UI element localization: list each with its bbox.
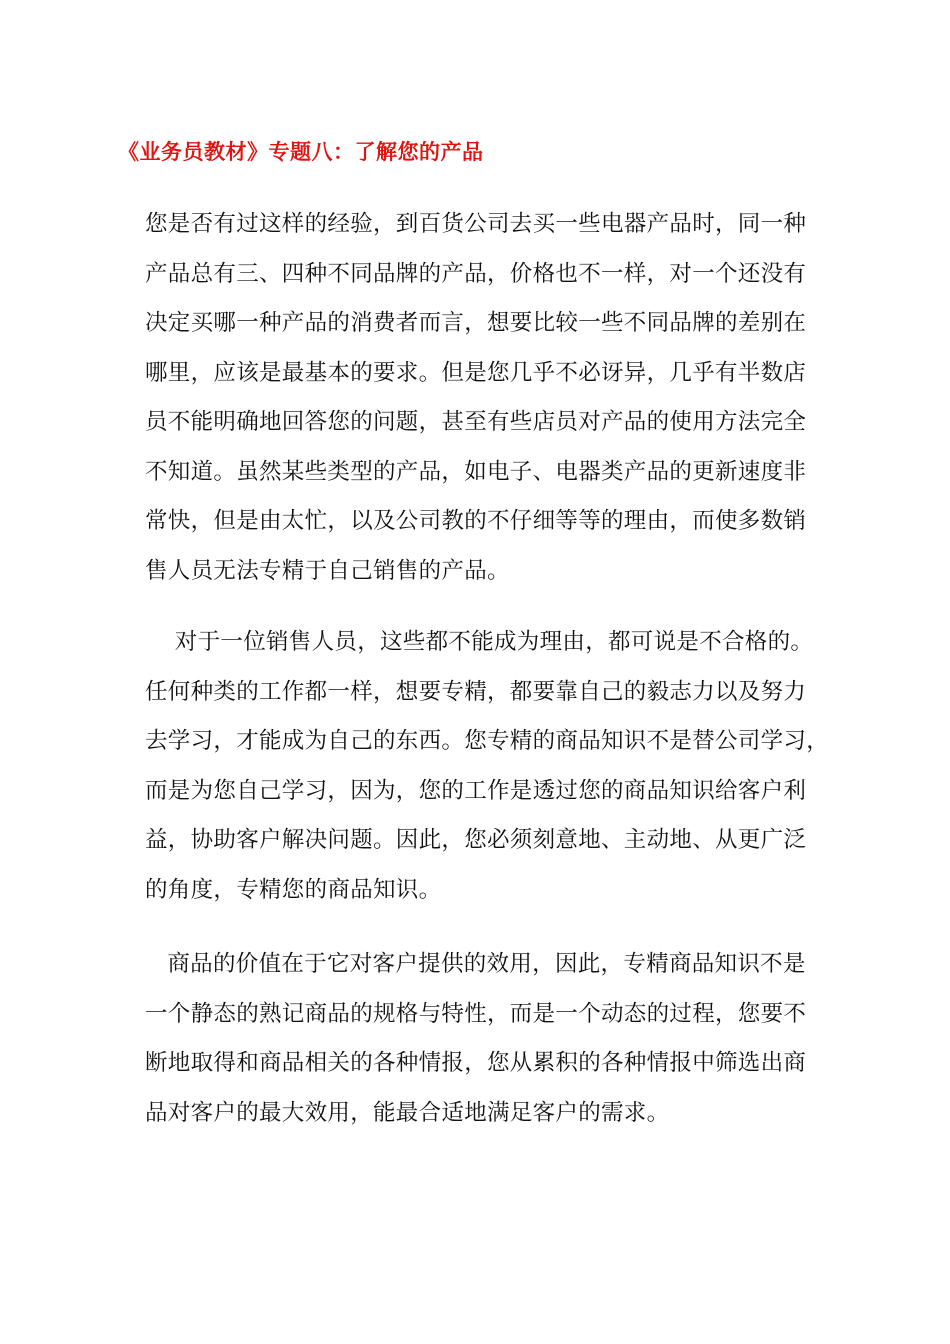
paragraph-3 (145, 940, 806, 1138)
paragraph-line: 决定买哪一种产品的消费者而言，想要比较一些不同品牌的差别在 (145, 310, 807, 336)
paragraph-line: 常快，但是由太忙，以及公司教的不仔细等等的理由，而使多数销 (145, 508, 807, 534)
paragraph-line: 您是否有过这样的经验，到百货公司去买一些电器产品时，同一种 (145, 211, 807, 237)
paragraph-1 (145, 200, 806, 596)
paragraph-line: 断地取得和商品相关的各种情报，您从累积的各种情报中筛选出商 (145, 1050, 807, 1076)
paragraph-line: 一个静态的熟记商品的规格与特性，而是一个动态的过程，您要不 (145, 1000, 807, 1027)
paragraph-line: 而是为您自己学习，因为，您的工作是透过您的商品知识给客户利 (145, 777, 807, 804)
paragraph-line: 对于一位销售人员，这些都不能成为理由，都可说是不合格的。 (145, 629, 814, 655)
paragraph-line: 商品的价值在于它对客户提供的效用，因此，专精商品知识不是 (145, 951, 806, 977)
paragraph-line: 任何种类的工作都一样，想要专精，都要靠自己的毅志力以及努力 (145, 678, 807, 705)
paragraph-line: 的角度，专精您的商品知识。 (145, 876, 442, 903)
paragraph-2 (145, 618, 829, 915)
paragraph-line: 去学习，才能成为自己的东西。您专精的商品知识不是替公司学习， (145, 728, 830, 754)
paragraph-line: 员不能明确地回答您的问题，甚至有些店员对产品的使用方法完全 (145, 409, 807, 435)
paragraph-line: 品对客户的最大效用，能最合适地满足客户的需求。 (145, 1099, 670, 1126)
paragraph-line: 不知道。虽然某些类型的产品，如电子、电器类产品的更新速度非 (145, 458, 807, 485)
paragraph-line: 益，协助客户解决问题。因此，您必须刻意地、主动地、从更广泛 (145, 827, 807, 853)
paragraph-line: 售人员无法专精于自己销售的产品。 (145, 557, 510, 584)
paragraph-line: 哪里，应该是最基本的要求。但是您几乎不必讶异，几乎有半数店 (145, 359, 807, 386)
document-title: 《业务员教材》专题八：了解您的产品 (118, 139, 484, 164)
paragraph-line: 产品总有三、四种不同品牌的产品，价格也不一样，对一个还没有 (145, 260, 807, 287)
